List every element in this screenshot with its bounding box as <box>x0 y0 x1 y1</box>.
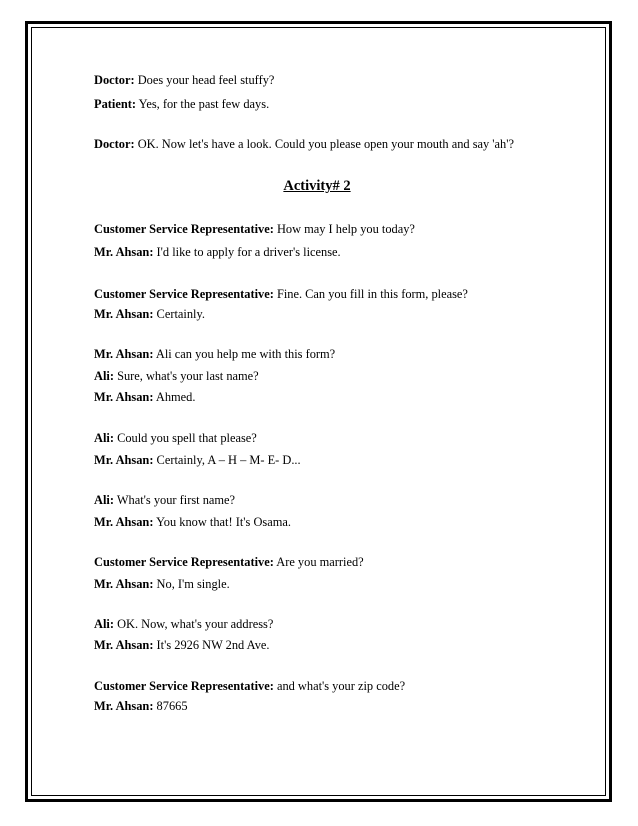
speaker-label: Mr. Ahsan: <box>94 515 154 529</box>
dialogue-line <box>94 678 405 694</box>
line-text: Are you married? <box>273 555 364 569</box>
dialogue-line <box>94 554 364 570</box>
line-text: What's your first name? <box>113 493 236 507</box>
speaker-label: Ali: <box>94 431 114 445</box>
line-text: Certainly. <box>153 307 205 321</box>
line-text: Could you spell that please? <box>113 431 257 445</box>
line-text: Yes, for the past few days. <box>135 97 270 111</box>
speaker-label: Doctor: <box>94 137 135 151</box>
dialogue-line <box>94 698 188 714</box>
dialogue-line <box>94 514 291 530</box>
line-text: It's 2926 NW 2nd Ave. <box>153 638 270 652</box>
dialogue-line <box>94 286 468 302</box>
line-text: How may I help you today? <box>273 222 415 236</box>
activity-heading: Activity# 2 <box>283 178 351 194</box>
dialogue-line <box>94 96 269 112</box>
line-text: Sure, what's your last name? <box>113 369 259 383</box>
line-text: OK. Now, what's your address? <box>113 617 274 631</box>
dialogue-line <box>94 136 514 152</box>
dialogue-line <box>94 576 230 592</box>
dialogue-line <box>94 492 235 508</box>
speaker-label: Customer Service Representative: <box>94 222 274 236</box>
speaker-label: Mr. Ahsan: <box>94 638 154 652</box>
dialogue-line <box>94 452 301 468</box>
dialogue-line <box>94 306 205 322</box>
speaker-label: Mr. Ahsan: <box>94 453 154 467</box>
speaker-label: Doctor: <box>94 73 135 87</box>
line-text: Ahmed. <box>153 390 196 404</box>
dialogue-line <box>94 430 257 446</box>
speaker-label: Customer Service Representative: <box>94 555 274 569</box>
speaker-label: Ali: <box>94 369 114 383</box>
line-text: Does your head feel stuffy? <box>134 73 275 87</box>
speaker-label: Customer Service Representative: <box>94 679 274 693</box>
speaker-label: Mr. Ahsan: <box>94 245 154 259</box>
line-text: I'd like to apply for a driver's license. <box>153 245 341 259</box>
dialogue-line <box>94 346 335 362</box>
speaker-label: Customer Service Representative: <box>94 287 274 301</box>
dialogue-line <box>94 616 273 632</box>
speaker-label: Ali: <box>94 617 114 631</box>
dialogue-line <box>94 389 195 405</box>
dialogue-line <box>94 221 415 237</box>
speaker-label: Mr. Ahsan: <box>94 307 154 321</box>
line-text: Certainly, A – H – M- E- D... <box>153 453 301 467</box>
speaker-label: Mr. Ahsan: <box>94 699 154 713</box>
dialogue-line <box>94 368 259 384</box>
dialogue-line <box>94 244 341 260</box>
line-text: OK. Now let's have a look. Could you please open your mouth and say 'ah'? <box>134 137 514 151</box>
line-text: and what's your zip code? <box>273 679 406 693</box>
speaker-label: Patient: <box>94 97 136 111</box>
dialogue-line <box>94 637 270 653</box>
dialogue-line <box>94 72 274 88</box>
line-text: Ali can you help me with this form? <box>153 347 336 361</box>
line-text: 87665 <box>153 699 188 713</box>
line-text: You know that! It's Osama. <box>153 515 291 529</box>
speaker-label: Mr. Ahsan: <box>94 390 154 404</box>
speaker-label: Mr. Ahsan: <box>94 347 154 361</box>
line-text: Fine. Can you fill in this form, please? <box>273 287 468 301</box>
line-text: No, I'm single. <box>153 577 230 591</box>
speaker-label: Ali: <box>94 493 114 507</box>
speaker-label: Mr. Ahsan: <box>94 577 154 591</box>
